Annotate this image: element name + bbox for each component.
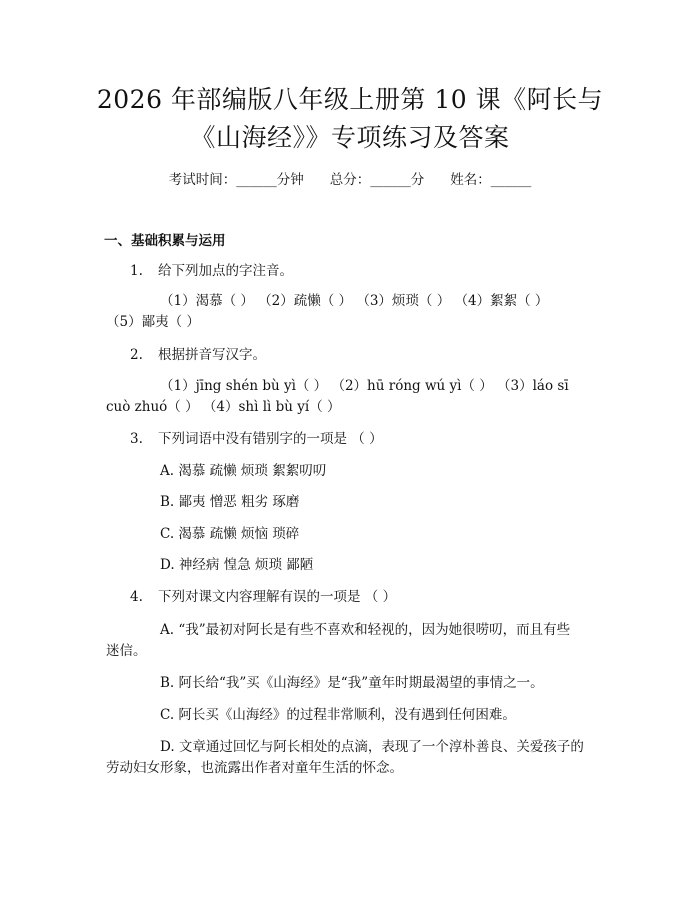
exam-info bbox=[0, 168, 700, 188]
q3-option-b: B. 鄙夷 憎恶 粗劣 琢磨 bbox=[160, 494, 300, 510]
student-name: 姓名：______ bbox=[450, 172, 532, 188]
question-text: 给下列加点的字注音。 bbox=[158, 263, 293, 279]
question-number: 1. bbox=[130, 263, 143, 279]
q3-option-a: A. 渴慕 疏懒 烦琐 絮絮叨叨 bbox=[160, 463, 327, 479]
question-number: 3. bbox=[130, 431, 143, 447]
question-1 bbox=[130, 261, 293, 281]
q3-option-c: C. 渴慕 疏懒 烦恼 琐碎 bbox=[160, 526, 300, 542]
question-text: 下列词语中没有错别字的一项是 （ ） bbox=[158, 431, 383, 447]
exam-score: 总分：______分 bbox=[329, 172, 425, 188]
question-number: 2. bbox=[130, 347, 143, 363]
q4-option-c: C. 阿长买《山海经》的过程非常顺利，没有遇到任何困难。 bbox=[160, 707, 516, 723]
q1-items-line-1: （1）渴慕（ ） （2）疏懒（ ） （3）烦琐（ ） （4）絮絮（ ） bbox=[160, 293, 549, 309]
q4-option-b: B. 阿长给“我”买《山海经》是“我”童年时期最渴望的事情之一。 bbox=[160, 675, 544, 691]
q3-option-d: D. 神经病 惶急 烦琐 鄙陋 bbox=[160, 557, 314, 573]
q4-option-d-line-1: D. 文章通过回忆与阿长相处的点滴，表现了一个淳朴善良、关爱孩子的 bbox=[160, 739, 584, 755]
question-4 bbox=[130, 587, 396, 607]
q4-option-a-line-2: 迷信。 bbox=[106, 643, 147, 659]
document-title-line-2: 《山海经》》专项练习及答案 bbox=[190, 123, 510, 152]
q4-option-d-line-2: 劳动妇女形象，也流露出作者对童年生活的怀念。 bbox=[106, 760, 403, 776]
q2-items-line-1: （1）jīng shén bù yì（ ） （2）hū róng wú yì（ ） （3）láo sī bbox=[160, 378, 569, 394]
document-title-line-1: 2026 年部编版八年级上册第 10 课《阿长与 bbox=[96, 85, 604, 114]
question-text: 根据拼音写汉字。 bbox=[158, 347, 266, 363]
question-number: 4. bbox=[130, 589, 143, 605]
question-2 bbox=[130, 345, 266, 365]
question-text: 下列对课文内容理解有误的一项是 （ ） bbox=[158, 589, 397, 605]
q4-option-a-line-1: A. “我”最初对阿长是有些不喜欢和轻视的，因为她很唠叨，而且有些 bbox=[160, 622, 571, 638]
q2-items-line-2: cuò zhuó（ ） （4）shì lì bù yí（ ） bbox=[106, 399, 341, 415]
exam-time: 考试时间：______分钟 bbox=[168, 172, 304, 188]
q1-items-line-2: （5）鄙夷（ ） bbox=[106, 314, 200, 330]
question-3 bbox=[130, 429, 383, 449]
section-heading: 一、基础积累与运用 bbox=[104, 233, 226, 249]
